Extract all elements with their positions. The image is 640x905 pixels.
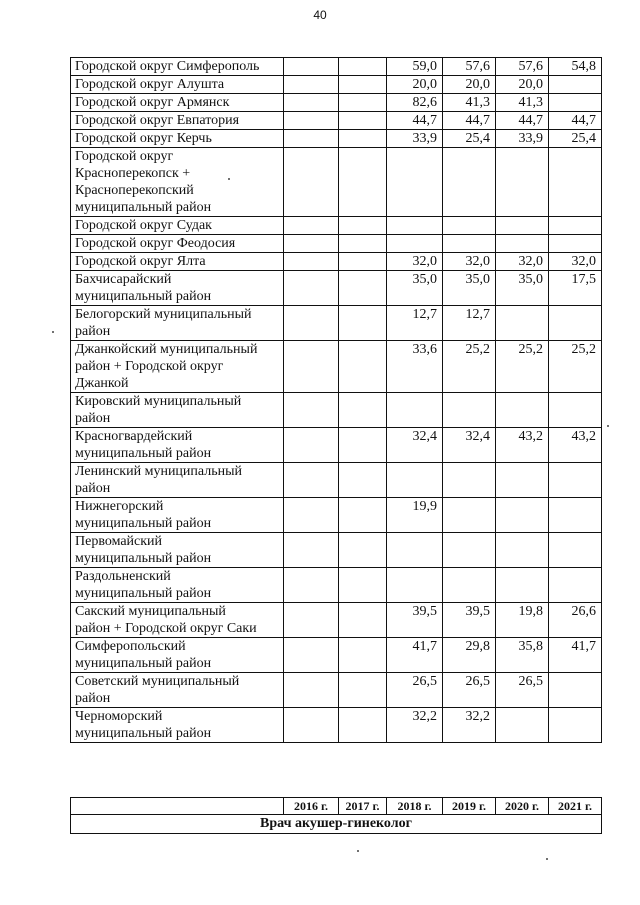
empty-year-cell: [284, 428, 339, 463]
district-name-line: Джанкойский муниципальный: [75, 342, 258, 357]
district-name-line: Черноморский: [75, 709, 163, 724]
value-cell: [496, 498, 549, 533]
empty-year-cell: [284, 58, 339, 76]
empty-year-cell: [339, 428, 387, 463]
district-name-line: Городской округ Алушта: [75, 77, 225, 92]
value-cell: 41,3: [443, 94, 496, 112]
value-cell: 41,3: [496, 94, 549, 112]
value-cell: 32,0: [387, 253, 443, 271]
year-cell: 2021 г.: [549, 798, 602, 815]
value-cell: 12,7: [387, 306, 443, 341]
district-name-line: Белогорский муниципальный: [75, 307, 252, 322]
district-name-line: Городской округ Феодосия: [75, 236, 236, 251]
district-name-cell: [71, 533, 284, 568]
district-name-cell: [71, 568, 284, 603]
value-cell: [443, 498, 496, 533]
empty-year-cell: [284, 235, 339, 253]
district-name-cell: [71, 130, 284, 148]
empty-year-cell: [284, 568, 339, 603]
year-cell: 2019 г.: [443, 798, 496, 815]
value-cell: [387, 533, 443, 568]
table-row: [71, 94, 602, 112]
value-cell: [549, 533, 602, 568]
district-name-cell: [71, 673, 284, 708]
table-row: [71, 76, 602, 94]
district-name-line: муниципальный район: [75, 200, 212, 215]
empty-year-cell: [339, 638, 387, 673]
empty-year-cell: [339, 148, 387, 217]
table-row: [71, 638, 602, 673]
empty-year-cell: [339, 673, 387, 708]
empty-year-cell: [284, 498, 339, 533]
value-cell: [443, 533, 496, 568]
value-cell: 32,0: [443, 253, 496, 271]
value-cell: 82,6: [387, 94, 443, 112]
district-name-cell: [71, 235, 284, 253]
table-row: [71, 253, 602, 271]
empty-year-cell: [339, 130, 387, 148]
value-cell: 32,2: [387, 708, 443, 743]
section-title: Врач акушер-гинеколог: [71, 815, 602, 834]
empty-year-cell: [284, 603, 339, 638]
empty-year-cell: [339, 217, 387, 235]
value-cell: 35,0: [443, 271, 496, 306]
year-cell: 2018 г.: [387, 798, 443, 815]
year-cell: 2020 г.: [496, 798, 549, 815]
value-cell: [549, 568, 602, 603]
district-name-line: район + Городской округ: [75, 359, 224, 374]
value-cell: 59,0: [387, 58, 443, 76]
scan-speck: [52, 331, 54, 333]
table-row: [71, 130, 602, 148]
district-name-line: муниципальный район: [75, 516, 212, 531]
value-cell: 35,8: [496, 638, 549, 673]
district-name-cell: [71, 148, 284, 217]
empty-year-cell: [339, 341, 387, 393]
empty-year-cell: [339, 603, 387, 638]
value-cell: 26,5: [443, 673, 496, 708]
empty-year-cell: [339, 533, 387, 568]
value-cell: 26,5: [496, 673, 549, 708]
value-cell: [496, 463, 549, 498]
table-row: [71, 271, 602, 306]
empty-year-cell: [339, 94, 387, 112]
page-number: 40: [313, 8, 327, 22]
district-name-cell: [71, 217, 284, 235]
district-name-line: Раздольненский: [75, 569, 171, 584]
district-name-line: Городской округ Евпатория: [75, 113, 240, 128]
value-cell: 44,7: [496, 112, 549, 130]
district-name-line: Городской округ Ялта: [75, 254, 206, 269]
table-row: [71, 58, 602, 76]
district-name-line: Кировский муниципальный: [75, 394, 242, 409]
value-cell: [496, 708, 549, 743]
district-name-line: Красноперекопский: [75, 183, 194, 198]
empty-year-cell: [284, 253, 339, 271]
scan-speck: [228, 178, 230, 180]
empty-year-cell: [339, 76, 387, 94]
district-name-line: Джанкой: [75, 376, 129, 391]
empty-year-cell: [339, 306, 387, 341]
district-name-cell: [71, 253, 284, 271]
district-name-line: Ленинский муниципальный: [75, 464, 243, 479]
district-name-line: район + Городской округ Саки: [75, 621, 257, 636]
empty-year-cell: [339, 253, 387, 271]
value-cell: 32,4: [387, 428, 443, 463]
district-name-cell: [71, 603, 284, 638]
district-name-line: Советский муниципальный: [75, 674, 240, 689]
table-row: [71, 393, 602, 428]
empty-year-cell: [339, 463, 387, 498]
value-cell: 32,0: [549, 253, 602, 271]
value-cell: [549, 94, 602, 112]
district-name-line: Городской округ Армянск: [75, 95, 230, 110]
scan-speck: [607, 425, 609, 427]
district-name-cell: [71, 94, 284, 112]
table-row: [71, 673, 602, 708]
value-cell: [549, 498, 602, 533]
value-cell: 33,9: [387, 130, 443, 148]
value-cell: [443, 148, 496, 217]
district-name-line: район: [75, 691, 111, 706]
table-row: [71, 306, 602, 341]
district-name-line: муниципальный район: [75, 551, 212, 566]
table-row: [71, 217, 602, 235]
district-name-cell: [71, 498, 284, 533]
value-cell: 20,0: [496, 76, 549, 94]
value-cell: [387, 217, 443, 235]
value-cell: 35,0: [387, 271, 443, 306]
district-name-line: район: [75, 481, 111, 496]
value-cell: 41,7: [549, 638, 602, 673]
year-cell: 2016 г.: [284, 798, 339, 815]
value-cell: 39,5: [387, 603, 443, 638]
value-cell: 32,0: [496, 253, 549, 271]
empty-year-cell: [284, 341, 339, 393]
empty-year-cell: [339, 393, 387, 428]
value-cell: 20,0: [387, 76, 443, 94]
district-name-line: Симферопольский: [75, 639, 186, 654]
empty-year-cell: [339, 568, 387, 603]
value-cell: [549, 393, 602, 428]
value-cell: 33,9: [496, 130, 549, 148]
value-cell: [387, 148, 443, 217]
value-cell: [549, 306, 602, 341]
empty-year-cell: [339, 112, 387, 130]
value-cell: [443, 217, 496, 235]
empty-year-cell: [284, 463, 339, 498]
table-row: [71, 148, 602, 217]
empty-year-cell: [339, 235, 387, 253]
value-cell: 44,7: [549, 112, 602, 130]
district-name-line: Городской округ: [75, 149, 174, 164]
value-cell: [443, 568, 496, 603]
district-name-cell: [71, 271, 284, 306]
value-cell: 41,7: [387, 638, 443, 673]
value-cell: [496, 217, 549, 235]
empty-year-cell: [284, 271, 339, 306]
table-row: [71, 428, 602, 463]
value-cell: 25,2: [496, 341, 549, 393]
district-name-line: Красногвардейский: [75, 429, 193, 444]
district-name-cell: [71, 306, 284, 341]
value-cell: [496, 393, 549, 428]
empty-year-cell: [284, 148, 339, 217]
table-row: [71, 603, 602, 638]
district-name-line: муниципальный район: [75, 289, 212, 304]
table-row: [71, 708, 602, 743]
district-name-line: муниципальный район: [75, 726, 212, 741]
value-cell: [387, 568, 443, 603]
district-name-line: район: [75, 324, 111, 339]
header-blank-cell: [71, 798, 284, 815]
empty-year-cell: [284, 94, 339, 112]
value-cell: [496, 533, 549, 568]
value-cell: [549, 463, 602, 498]
table-row: [71, 112, 602, 130]
empty-year-cell: [284, 393, 339, 428]
scan-speck: [546, 858, 548, 860]
value-cell: 25,2: [549, 341, 602, 393]
value-cell: [549, 217, 602, 235]
district-name-line: муниципальный район: [75, 586, 212, 601]
value-cell: 26,5: [387, 673, 443, 708]
value-cell: 20,0: [443, 76, 496, 94]
table-row: [71, 498, 602, 533]
value-cell: 39,5: [443, 603, 496, 638]
empty-year-cell: [284, 217, 339, 235]
year-cell: 2017 г.: [339, 798, 387, 815]
value-cell: 33,6: [387, 341, 443, 393]
value-cell: [443, 393, 496, 428]
district-name-cell: [71, 638, 284, 673]
value-cell: 25,2: [443, 341, 496, 393]
next-table-header: [70, 797, 602, 834]
table-row: [71, 463, 602, 498]
value-cell: [549, 235, 602, 253]
scan-speck: [357, 850, 359, 852]
empty-year-cell: [339, 271, 387, 306]
district-name-cell: [71, 341, 284, 393]
value-cell: 17,5: [549, 271, 602, 306]
value-cell: 43,2: [496, 428, 549, 463]
value-cell: [496, 148, 549, 217]
district-name-cell: [71, 76, 284, 94]
value-cell: [496, 568, 549, 603]
value-cell: [387, 393, 443, 428]
district-name-cell: [71, 393, 284, 428]
value-cell: 19,9: [387, 498, 443, 533]
value-cell: [549, 76, 602, 94]
district-name-line: Городской округ Симферополь: [75, 59, 260, 74]
district-name-line: Первомайский: [75, 534, 163, 549]
value-cell: [443, 463, 496, 498]
empty-year-cell: [284, 673, 339, 708]
value-cell: [443, 235, 496, 253]
empty-year-cell: [284, 306, 339, 341]
district-name-line: район: [75, 411, 111, 426]
empty-year-cell: [339, 58, 387, 76]
value-cell: [387, 463, 443, 498]
district-name-cell: [71, 463, 284, 498]
district-name-line: Нижнегорский: [75, 499, 164, 514]
value-cell: [549, 673, 602, 708]
value-cell: 32,4: [443, 428, 496, 463]
table-row: [71, 568, 602, 603]
district-name-cell: [71, 708, 284, 743]
empty-year-cell: [339, 708, 387, 743]
value-cell: 43,2: [549, 428, 602, 463]
district-name-line: Красноперекопск +: [75, 166, 191, 181]
value-cell: 25,4: [443, 130, 496, 148]
value-cell: 54,8: [549, 58, 602, 76]
value-cell: [496, 306, 549, 341]
value-cell: 57,6: [496, 58, 549, 76]
empty-year-cell: [284, 638, 339, 673]
district-name-cell: [71, 428, 284, 463]
table-row: [71, 235, 602, 253]
district-name-line: Городской округ Керчь: [75, 131, 212, 146]
district-name-line: Городской округ Судак: [75, 218, 212, 233]
value-cell: [549, 148, 602, 217]
district-name-cell: [71, 58, 284, 76]
value-cell: [496, 235, 549, 253]
value-cell: 12,7: [443, 306, 496, 341]
value-cell: [549, 708, 602, 743]
district-name-line: муниципальный район: [75, 656, 212, 671]
value-cell: [387, 235, 443, 253]
value-cell: 44,7: [443, 112, 496, 130]
value-cell: 32,2: [443, 708, 496, 743]
empty-year-cell: [284, 708, 339, 743]
value-cell: 19,8: [496, 603, 549, 638]
empty-year-cell: [339, 498, 387, 533]
empty-year-cell: [284, 130, 339, 148]
value-cell: 26,6: [549, 603, 602, 638]
value-cell: 35,0: [496, 271, 549, 306]
district-name-line: Сакский муниципальный: [75, 604, 226, 619]
rates-table: [70, 57, 602, 743]
table-row: [71, 533, 602, 568]
district-name-line: муниципальный район: [75, 446, 212, 461]
empty-year-cell: [284, 76, 339, 94]
district-name-line: Бахчисарайский: [75, 272, 172, 287]
value-cell: 25,4: [549, 130, 602, 148]
district-name-cell: [71, 112, 284, 130]
table-row: [71, 341, 602, 393]
value-cell: 57,6: [443, 58, 496, 76]
value-cell: 44,7: [387, 112, 443, 130]
value-cell: 29,8: [443, 638, 496, 673]
empty-year-cell: [284, 533, 339, 568]
empty-year-cell: [284, 112, 339, 130]
